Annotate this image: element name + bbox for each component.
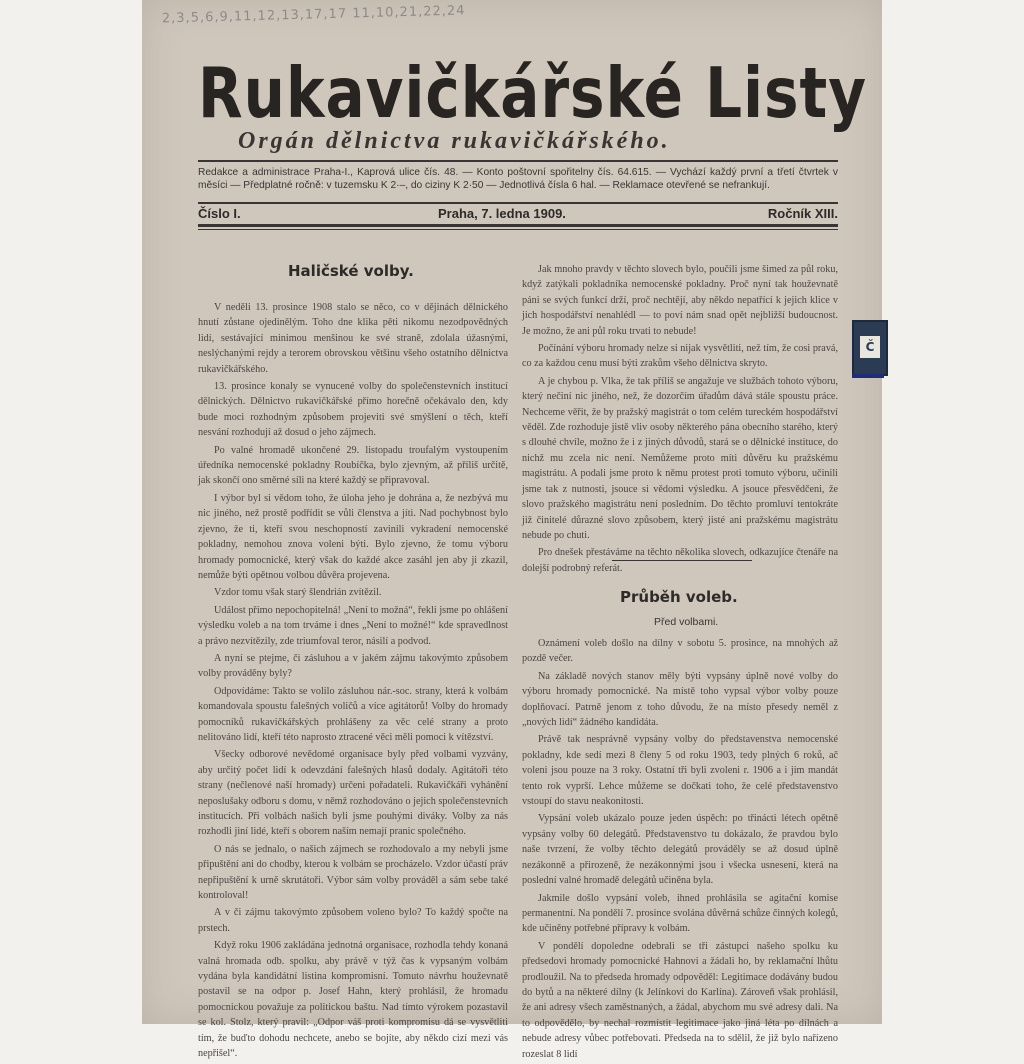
divider — [198, 229, 838, 230]
paragraph: Všecky odborové nevědomé organisace byly před volbami vyzvány, aby určitý počet lidí k odevzdání falešných hlasů dodaly. Agitátoři této strany (nečlenové naší hromady) určeni pořadateli. Rukavičkáři vyhánění neposlušaky odboru s domu, v němž rozhodováno o jejich společenstevních institucích. Při volbách našich byli jsme pouhými diváky. Volby za nás rozhodli jiní lidé, kteří s oborem naším nemají pranic společného. — [198, 749, 508, 838]
masthead-subtitle: Orgán dělnictva rukavičkářského. — [238, 128, 671, 154]
paragraph: Vzdor tomu však starý šlendrián zvítězil. — [214, 587, 382, 599]
right-column-body — [522, 262, 838, 578]
issue-volume: Ročník XIII. — [767, 206, 838, 221]
paragraph: A je chybou p. Vlka, že tak příliš se angažuje ve službách tohoto výboru, který nečiní nic jiného, než, že dozorčím úřadům dává stále spoustu práce. Nechceme věřit, že by pražský magistrát o tom celém tureckém hospodářství věděl. Zde rozhoduje jistě vliv osoby některého pána obecního starého, který s dlouhé chvíle, možno že i z jiných důvodů, stará se o dělnické instituce, do nichž mu zcela nic není. Nemůžeme proto míti důvěru ku pražskému magistrátu. A podali jsme proto k němu protest proti tomuto výboru, učinili jsme tak z nutnosti, jsouce si vědomi výsledku. A jsouce přesvědčeni, že slovo pražského magistrátu není posledním. Do těchto promluví tentokráte již činitelé důrazné slovo způsobem, který jisté ani pražskému magistrátu nebude po chuti. — [522, 375, 838, 541]
paragraph: Pro dnešek přestáváme na těchto několika slovech, odkazujíce čtenáře na dolejší podrobný referát. — [522, 547, 838, 574]
paragraph: Po valné hromadě ukončené 29. listopadu troufalým vystoupením úředníka nemocenské pokladny Roubíčka, bylo zjevným, až příliš určitě, jak skončí ono směrné síli na které každý se připravoval. — [198, 444, 508, 487]
paragraph: Na základě nových stanov měly býti vypsány úplně nové volby do výboru hromady pomocnické. Na místě toho vypsal výbor volby pouze doplňovací. Patrně jenom z toho důvodu, že na místo přesedy neměl z „nových lidí“ žádného kandidáta. — [522, 670, 838, 729]
paragraph: Jakmile došlo vypsání voleb, ihned prohlásila se agitační komise permanentní. Na pondělí 7. prosince svolána důvěrná schůze činných kolegů, kde učiněny potřebné přípravy k volbám. — [522, 892, 838, 935]
paragraph: Událost přímo nepochopitelná! „Není to možná“, řekli jsme po ohlášení výsledku voleb a na tom trváme i dnes „Není to možné!“ kde spravedlnost a právo nezvítězily, zde triumfoval teror, násilí a podvod. — [198, 604, 508, 647]
newspaper-page — [142, 0, 882, 1060]
divider — [198, 160, 838, 162]
paragraph: Počínání výboru hromady nelze si nijak vysvětliti, než tím, že cosi pravá, co za každou cenu musí býti zrakům všeho dělnictva skryto. — [522, 343, 838, 370]
section-divider — [612, 560, 752, 561]
paragraph: O nás se jednalo, o našich zájmech se rozhodovalo a my nebyli jsme připuštění ani do chodby, kterou k volbám se procházelo. Vzdor účastí práv nepřipuštění k urně skrutátoři. Výbor sám volby prováděl a sám sebe také kontroloval! — [198, 843, 508, 902]
paragraph: Jak mnoho pravdy v těchto slovech bylo, poučili jsme šimed za půl roku, když zatýkali pokladníka nemocenské pokladny. Proč nyní tak houževnatě páni se svých funkcí drží, proč nechtějí, aby někdo nepatřící k jejich klice v jich hospodářství nenahlédl — to poví nám snad opět nejbližší budoucnost. Je možno, že ani půl roku trvati to nebude! — [522, 264, 838, 337]
paragraph: Oznámení voleb došlo na dílny v sobotu 5. prosince, na mnohých až pozdě večer. — [522, 638, 838, 665]
paragraph: Právě tak nesprávně vypsány volby do představenstva nemocenské pokladny, kde sedí mezi 8 členy 5 od roku 1903, tedy plných 6 roků, ač voleni jsou pouze na 3 roky. Ostatní tři byli zvoleni r. 1906 a i jim mandát tento rok vyprší. Lehce můžeme se dočkati toho, že celé představenstvo vstoupí do stavu neakonitosti. — [522, 734, 838, 808]
divider — [198, 202, 838, 204]
article1-body — [198, 300, 508, 1064]
paragraph: Když roku 1906 zakládána jednotná organisace, rozhodla tehdy konaná valná hromada odb. spolku, aby právě v týž čas k vypsaným volbám vydána byla kandidátní listina kompromisní. Tomuto návrhu houževnatě postavil se na odpor p. Josef Hahn, který prohlásil, že hromadu pomocnickou považuje za politickou baštu. Nad tímto výrokem pozastavil se kol. Stolz, který pravil: „Odpor váš proti kompromisu dá se vysvětliti tím, že buďto dohodu nechcete, anebo se bojíte, aby někdo cizí mezi vás nepřišel“. — [198, 940, 508, 1060]
paragraph: 13. prosince konaly se vynucené volby do společenstevních institucí dělnických. Dělnictvo rukavičkářské přímo horečně očekávalo den, kdy bude moci rozhodným způsobem projeviti své smýšlení o těch, kteří nesvání rozhodují až dosud o jeho zájmech. — [198, 381, 508, 439]
masthead-title: Rukavičkářské Listy — [198, 52, 868, 134]
article2-title: Průběh voleb. — [620, 588, 738, 606]
paragraph: Odpovídáme: Takto se volilo zásluhou nár.-soc. strany, která k volbám komandovala spoustu falešných voličů a více agitátorů! Volby do hromady pomocníků rukavičkářských prohlášeny za věc celé strany a proto nelitováno lidí, kteří této naprosto ztracené věci měli pomoci k vítězství. — [198, 685, 508, 743]
pencil-note: 2,3,5,6,9,11,12,13,17,17 11,10,21,22,24 — [161, 3, 466, 27]
issue-date: Praha, 7. ledna 1909. — [438, 206, 566, 221]
paragraph: V pondělí dopoledne odebrali se tři zástupci našeho spolku ku předsedovi hromady pomocnické Hahnovi a žádali ho, by reklamační lhůtu prodloužil. Na to předseda hromady odpověděl: Legitimace dodávány budou do bytů a na některé dílny (k Jelínkovi do Karlína). Zároveň však prohlásil, že ani adresy všech zaměstnaných, a žádal, abychom mu své adresy dali. Na to odpovědělo, by nechal rozmístit legitimace jako jiná léta po dílnách a nebude adresy vůbec potřebovati. Předseda na to sdělil, že již bylo nařízeno rozeslat 8 lidí — [522, 940, 838, 1060]
paragraph: Vypsání voleb ukázalo pouze jeden úspěch: po třinácti létech opětně vypsány volby 60 delegátů. Představenstvo tu dokázalo, že pravdou bylo naše tvrzení, že volby těchto delegátů prováděly se až dosud úplně nezákonně a přirozeně, že nezákonnými jsou i všecka usnesení, která na poslední valné hromadě delegátů učiněna byla. — [522, 813, 838, 887]
paragraph: V neděli 13. prosince 1908 stalo se něco, co v dějinách dělnického hnutí zůstane ojedinělým. Toho dne klika pěti nikomu nezodpovědných lidí, sestávající minimou menšinou ke své straně, zdolala úžasnými, neslýchanými rejdy a terorem obrovskou většinu všeho ostatního dělnictva rukavičkářského. — [198, 302, 508, 375]
sticker-strip — [852, 374, 884, 378]
article2-subtitle: Před volbami. — [654, 616, 719, 628]
issue-row — [198, 206, 838, 226]
paragraph: A nyní se ptejme, či zásluhou a v jakém zájmu takovýmto způsobem volby prováděny byly? — [198, 652, 508, 680]
issue-number: Číslo I. — [198, 206, 241, 221]
imprint: Redakce a administrace Praha-I., Kaprová ulice čís. 48. — Konto poštovní spořitelny čís. 64.615. — Vychází každý první a třetí čtvrtek v měsíci — Předplatné ročně: v tuzemsku K 2·–, do ciziny K 2·50 — Jednotlivá čísla 6 hal. — Reklamace otevřené se nefrankují. — [198, 167, 838, 191]
archive-sticker — [852, 320, 888, 376]
paragraph: A v či zájmu takovýmto způsobem voleno bylo? To každý spočte na prstech. — [198, 907, 508, 934]
article2-body — [522, 636, 838, 1064]
divider — [198, 224, 838, 227]
paragraph: I výbor byl si vědom toho, že úloha jeho je dohrána a, že nezbývá mu nic jiného, než prostě podřídit se vůli členstva a jíti. Nad pochybnost bylo zjevno, že ti, kteří svou neschopností zavinili vykradení nemocenské pokladny, nemohou znova voleni býti. Bylo zjevno, že tomu výboru hromady pomocnické, který však do každé akce zasáhl jen aby ji zkazil, nemůže býti opětnou volbou důvěra projevena. — [198, 492, 508, 581]
article1-title: Haličské volby. — [288, 262, 414, 280]
sticker-label: Č — [860, 336, 880, 358]
